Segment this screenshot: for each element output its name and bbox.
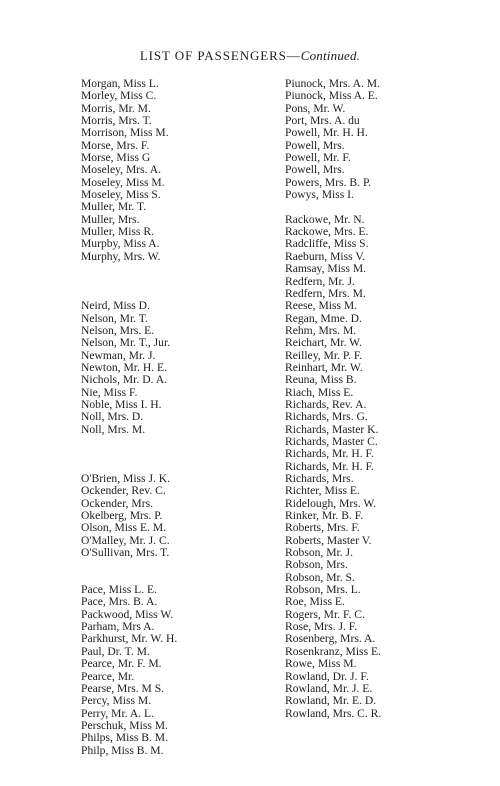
passenger-entry: Roe, Miss E. [285, 595, 345, 609]
passenger-entry: Nie, Miss F. [81, 385, 138, 399]
passenger-entry: Richards, Master C. [285, 434, 378, 448]
passenger-entry: Rosenberg, Mrs. A. [285, 632, 376, 646]
passenger-entry: Perry, Mr. A. L. [81, 706, 154, 720]
passenger-entry: Robson, Mrs. [285, 558, 348, 572]
passenger-entry: Reichart, Mr. W. [285, 336, 362, 350]
passenger-entry: Philps, Miss B. M. [81, 731, 168, 745]
passenger-entry: Richards, Rev. A. [285, 397, 367, 411]
passenger-entry: Reilley, Mr. P. F. [285, 348, 363, 362]
passenger-entry: Nelson, Mr. T. [81, 311, 148, 325]
passenger-entry: O'Brien, Miss J. K. [81, 472, 171, 485]
passenger-entry: Richter, Miss E. [285, 484, 360, 498]
passenger-entry: Roberts, Mrs. F. [285, 521, 360, 535]
passenger-entry: Rogers, Mr. F. C. [285, 607, 365, 621]
passenger-entry: Redfern, Mrs. M. [285, 286, 366, 300]
passenger-entry: Ramsay, Miss M. [285, 262, 367, 276]
passenger-entry: Rowland, Dr. J. F. [285, 669, 369, 683]
passenger-entry: Powell, Mr. F. [285, 151, 351, 165]
passenger-entry: Percy, Miss M. [81, 694, 152, 708]
passenger-entry: Pearce, Mr. F. M. [81, 657, 162, 671]
passenger-entry: Nelson, Mr. T., Jur. [81, 336, 171, 350]
passenger-entry: Morgan, Miss L. [81, 77, 159, 90]
passenger-entry: Parham, Mrs A. [81, 620, 155, 634]
passenger-entry: Newton, Mr. H. E. [81, 360, 167, 374]
passenger-entry: Morse, Mrs. F. [81, 138, 150, 152]
heading-continued: Continued. [300, 48, 361, 63]
page-heading [0, 48, 500, 64]
passenger-column-left [81, 78, 271, 757]
passenger-entry: Richards, Master K. [285, 422, 379, 436]
passenger-entry: Pearse, Mrs. M S. [81, 681, 165, 695]
passenger-entry: Robson, Mrs. L. [285, 583, 361, 597]
spacer-line [81, 263, 271, 275]
passenger-entry: Muller, Mr. T. [81, 200, 147, 214]
passenger-entry: Parkhurst, Mr. W. H. [81, 632, 178, 646]
passenger-entry: Richards, Mrs. [285, 472, 354, 485]
passenger-entry: Noll, Mrs. D. [81, 410, 144, 424]
passenger-entry: Nelson, Mrs. E. [81, 323, 155, 337]
passenger-entry: Rehm, Mrs. M. [285, 323, 357, 337]
passenger-entry: Muller, Mrs. [81, 212, 140, 226]
passenger-entry: Rowe, Miss M. [285, 657, 357, 671]
passenger-entry: Reuna, Miss B. [285, 373, 357, 387]
passenger-entry: Noble, Miss I. H. [81, 397, 162, 411]
passenger-entry: Pearce, Mr. [81, 669, 135, 683]
passenger-entry: Rowland, Mr. J. E. [285, 681, 373, 695]
passenger-entry: Riach, Miss E. [285, 385, 354, 399]
passenger-entry: Rowland, Mrs. C. R. [285, 706, 382, 720]
passenger-entry: Morley, Miss C. [81, 89, 157, 103]
passenger-entry: Morris, Mrs. T. [81, 114, 152, 128]
passenger-entry: Powys, Miss I. [285, 188, 354, 202]
passenger-entry: Powell, Mrs. [285, 138, 345, 152]
passenger-entry: Powers, Mrs. B. P. [285, 175, 372, 189]
passenger-entry: Powell, Mrs. [285, 163, 345, 177]
passenger-entry: O'Sullivan, Mrs. T. [81, 546, 170, 560]
passenger-entry: Port, Mrs. A. du [285, 114, 360, 128]
passenger-entry: Murphy, Mrs. W. [81, 249, 161, 263]
passenger-entry: Rose, Mrs. J. F. [285, 620, 358, 634]
spacer-line [81, 559, 271, 571]
passenger-entry: O'Malley, Mr. J. C. [81, 533, 170, 547]
passenger-entry: Moseley, Miss S. [81, 188, 161, 202]
spacer-line [81, 448, 271, 460]
passenger-entry: Rosenkranz, Miss E. [285, 644, 381, 658]
passenger-entry: Noll, Mrs. M. [81, 422, 146, 436]
passenger-entry: Morrison, Miss M. [81, 126, 169, 140]
passenger-entry: Ockender, Mrs. [81, 496, 153, 510]
passenger-entry: Murpby, Miss A. [81, 237, 160, 251]
passenger-entry: Olson, Miss E. M. [81, 521, 167, 535]
passenger-entry: Piunock, Miss A. E. [285, 89, 378, 103]
passenger-entry: Pons, Mr. W. [285, 101, 346, 115]
passenger-entry: Moseley, Mrs. A. [81, 163, 162, 177]
passenger-entry: Regan, Mme. D. [285, 311, 362, 325]
passenger-entry: Ridelough, Mrs. W. [285, 496, 377, 510]
passenger-entry: Morris, Mr. M. [81, 101, 151, 115]
passenger-entry: Redfern, Mr. J. [285, 274, 355, 288]
passenger-column-right [285, 78, 485, 720]
passenger-entry: Powell, Mr. H. H. [285, 126, 368, 140]
spacer-line [81, 436, 271, 448]
passenger-entry: Paul, Dr. T. M. [81, 644, 150, 658]
passenger-entry: Rackowe, Mrs. E. [285, 225, 369, 239]
passenger-entry: Okelberg, Mrs. P. [81, 509, 163, 523]
passenger-entry: Muller, Miss R. [81, 225, 154, 239]
passenger-entry: Radcliffe, Miss S. [285, 237, 369, 251]
passenger-entry: Pace, Miss L. E. [81, 583, 157, 597]
passenger-entry: Rowland, Mr. E. D. [285, 694, 377, 708]
passenger-entry: Morse, Miss G [81, 151, 151, 165]
passenger-entry: Pace, Mrs. B. A. [81, 595, 158, 609]
passenger-entry: Rinker, Mr. B. F. [285, 509, 364, 523]
heading-title: LIST OF PASSENGERS— [139, 48, 301, 63]
passenger-entry: Reinhart, Mr. W. [285, 360, 363, 374]
passenger-entry: Moseley, Miss M. [81, 175, 165, 189]
spacer-line [81, 276, 271, 288]
passenger-entry: Piunock, Mrs. A. M. [285, 77, 381, 90]
passenger-entry: Richards, Mrs. G. [285, 410, 368, 424]
passenger-entry: Neird, Miss D. [81, 299, 150, 313]
passenger-entry: Philp, Miss B. M. [81, 743, 164, 757]
spacer-line [285, 201, 485, 213]
passenger-entry: Richards, Mr. H. F. [285, 447, 374, 461]
passenger-entry: Packwood, Miss W. [81, 607, 174, 621]
passenger-entry: Robson, Mr. J. [285, 546, 353, 560]
passenger-entry: Nichols, Mr. D. A. [81, 373, 167, 387]
passenger-entry: Ockender, Rev. C. [81, 484, 166, 498]
passenger-entry: Reese, Miss M. [285, 299, 358, 313]
passenger-entry: Raeburn, Miss V. [285, 249, 366, 263]
passenger-entry: Richards, Mr. H. F. [285, 459, 374, 473]
passenger-entry: Roberts, Master V. [285, 533, 372, 547]
passenger-entry: Robson, Mr. S. [285, 570, 355, 584]
passenger-entry: Rackowe, Mr. N. [285, 212, 365, 226]
passenger-entry: Newman, Mr. J. [81, 348, 156, 362]
passenger-entry: Perschuk, Miss M. [81, 718, 168, 732]
